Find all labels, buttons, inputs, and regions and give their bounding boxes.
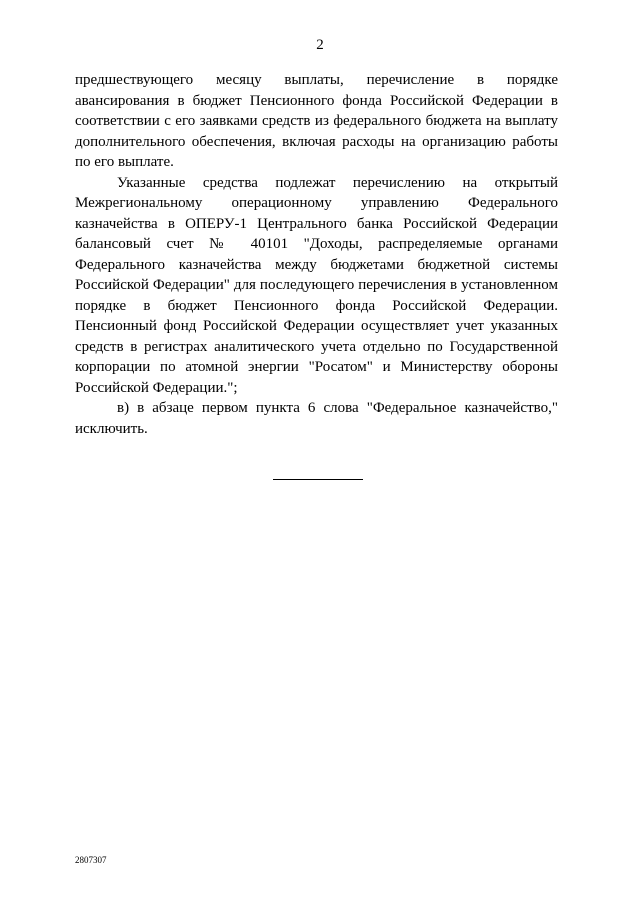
- paragraph-2: [75, 173, 558, 399]
- text-line: средств в регистрах аналитического учета отдельно по Государственной: [75, 338, 558, 355]
- text-line: авансирования в бюджет Пенсионного фонда Российской Федерации в: [75, 92, 558, 109]
- text-line: балансовый счет № 40101 "Доходы, распределяемые органами: [75, 236, 558, 252]
- end-separator-line: [273, 479, 363, 480]
- text-line: Межрегиональному операционному управлению Федерального: [75, 195, 558, 211]
- text-line: порядке в бюджет Пенсионного фонда Российской Федерации.: [75, 297, 558, 314]
- text-line: в) в абзаце первом пункта 6 слова "Федеральное казначейство,": [117, 400, 558, 416]
- text-line: корпорации по атомной энергии "Росатом" и Министерству обороны: [75, 359, 558, 375]
- text-line: Федерального казначейства между бюджетами бюджетной системы: [75, 256, 558, 273]
- document-code: 2807307: [75, 855, 107, 865]
- document-body: [75, 70, 558, 439]
- paragraph-1: [75, 70, 558, 173]
- text-line: дополнительного обеспечения, включая расходы на организацию работы: [75, 133, 558, 150]
- page-number: 2: [316, 37, 324, 53]
- text-line: по его выплате.: [75, 154, 174, 170]
- text-line: казначейства в ОПЕРУ-1 Центрального банка Российской Федерации: [75, 215, 558, 232]
- text-line: Российской Федерации" для последующего перечисления в установленном: [75, 277, 558, 293]
- text-line: Пенсионный фонд Российской Федерации осуществляет учет указанных: [75, 318, 558, 334]
- text-line: соответствии с его заявками средств из федерального бюджета на выплату: [75, 113, 558, 129]
- paragraph-3: [75, 398, 558, 439]
- text-line: исключить.: [75, 420, 148, 437]
- text-line: Российской Федерации.";: [75, 379, 238, 396]
- text-line: Указанные средства подлежат перечислению на открытый: [117, 174, 558, 191]
- text-line: предшествующего месяцу выплаты, перечисление в порядке: [75, 72, 558, 88]
